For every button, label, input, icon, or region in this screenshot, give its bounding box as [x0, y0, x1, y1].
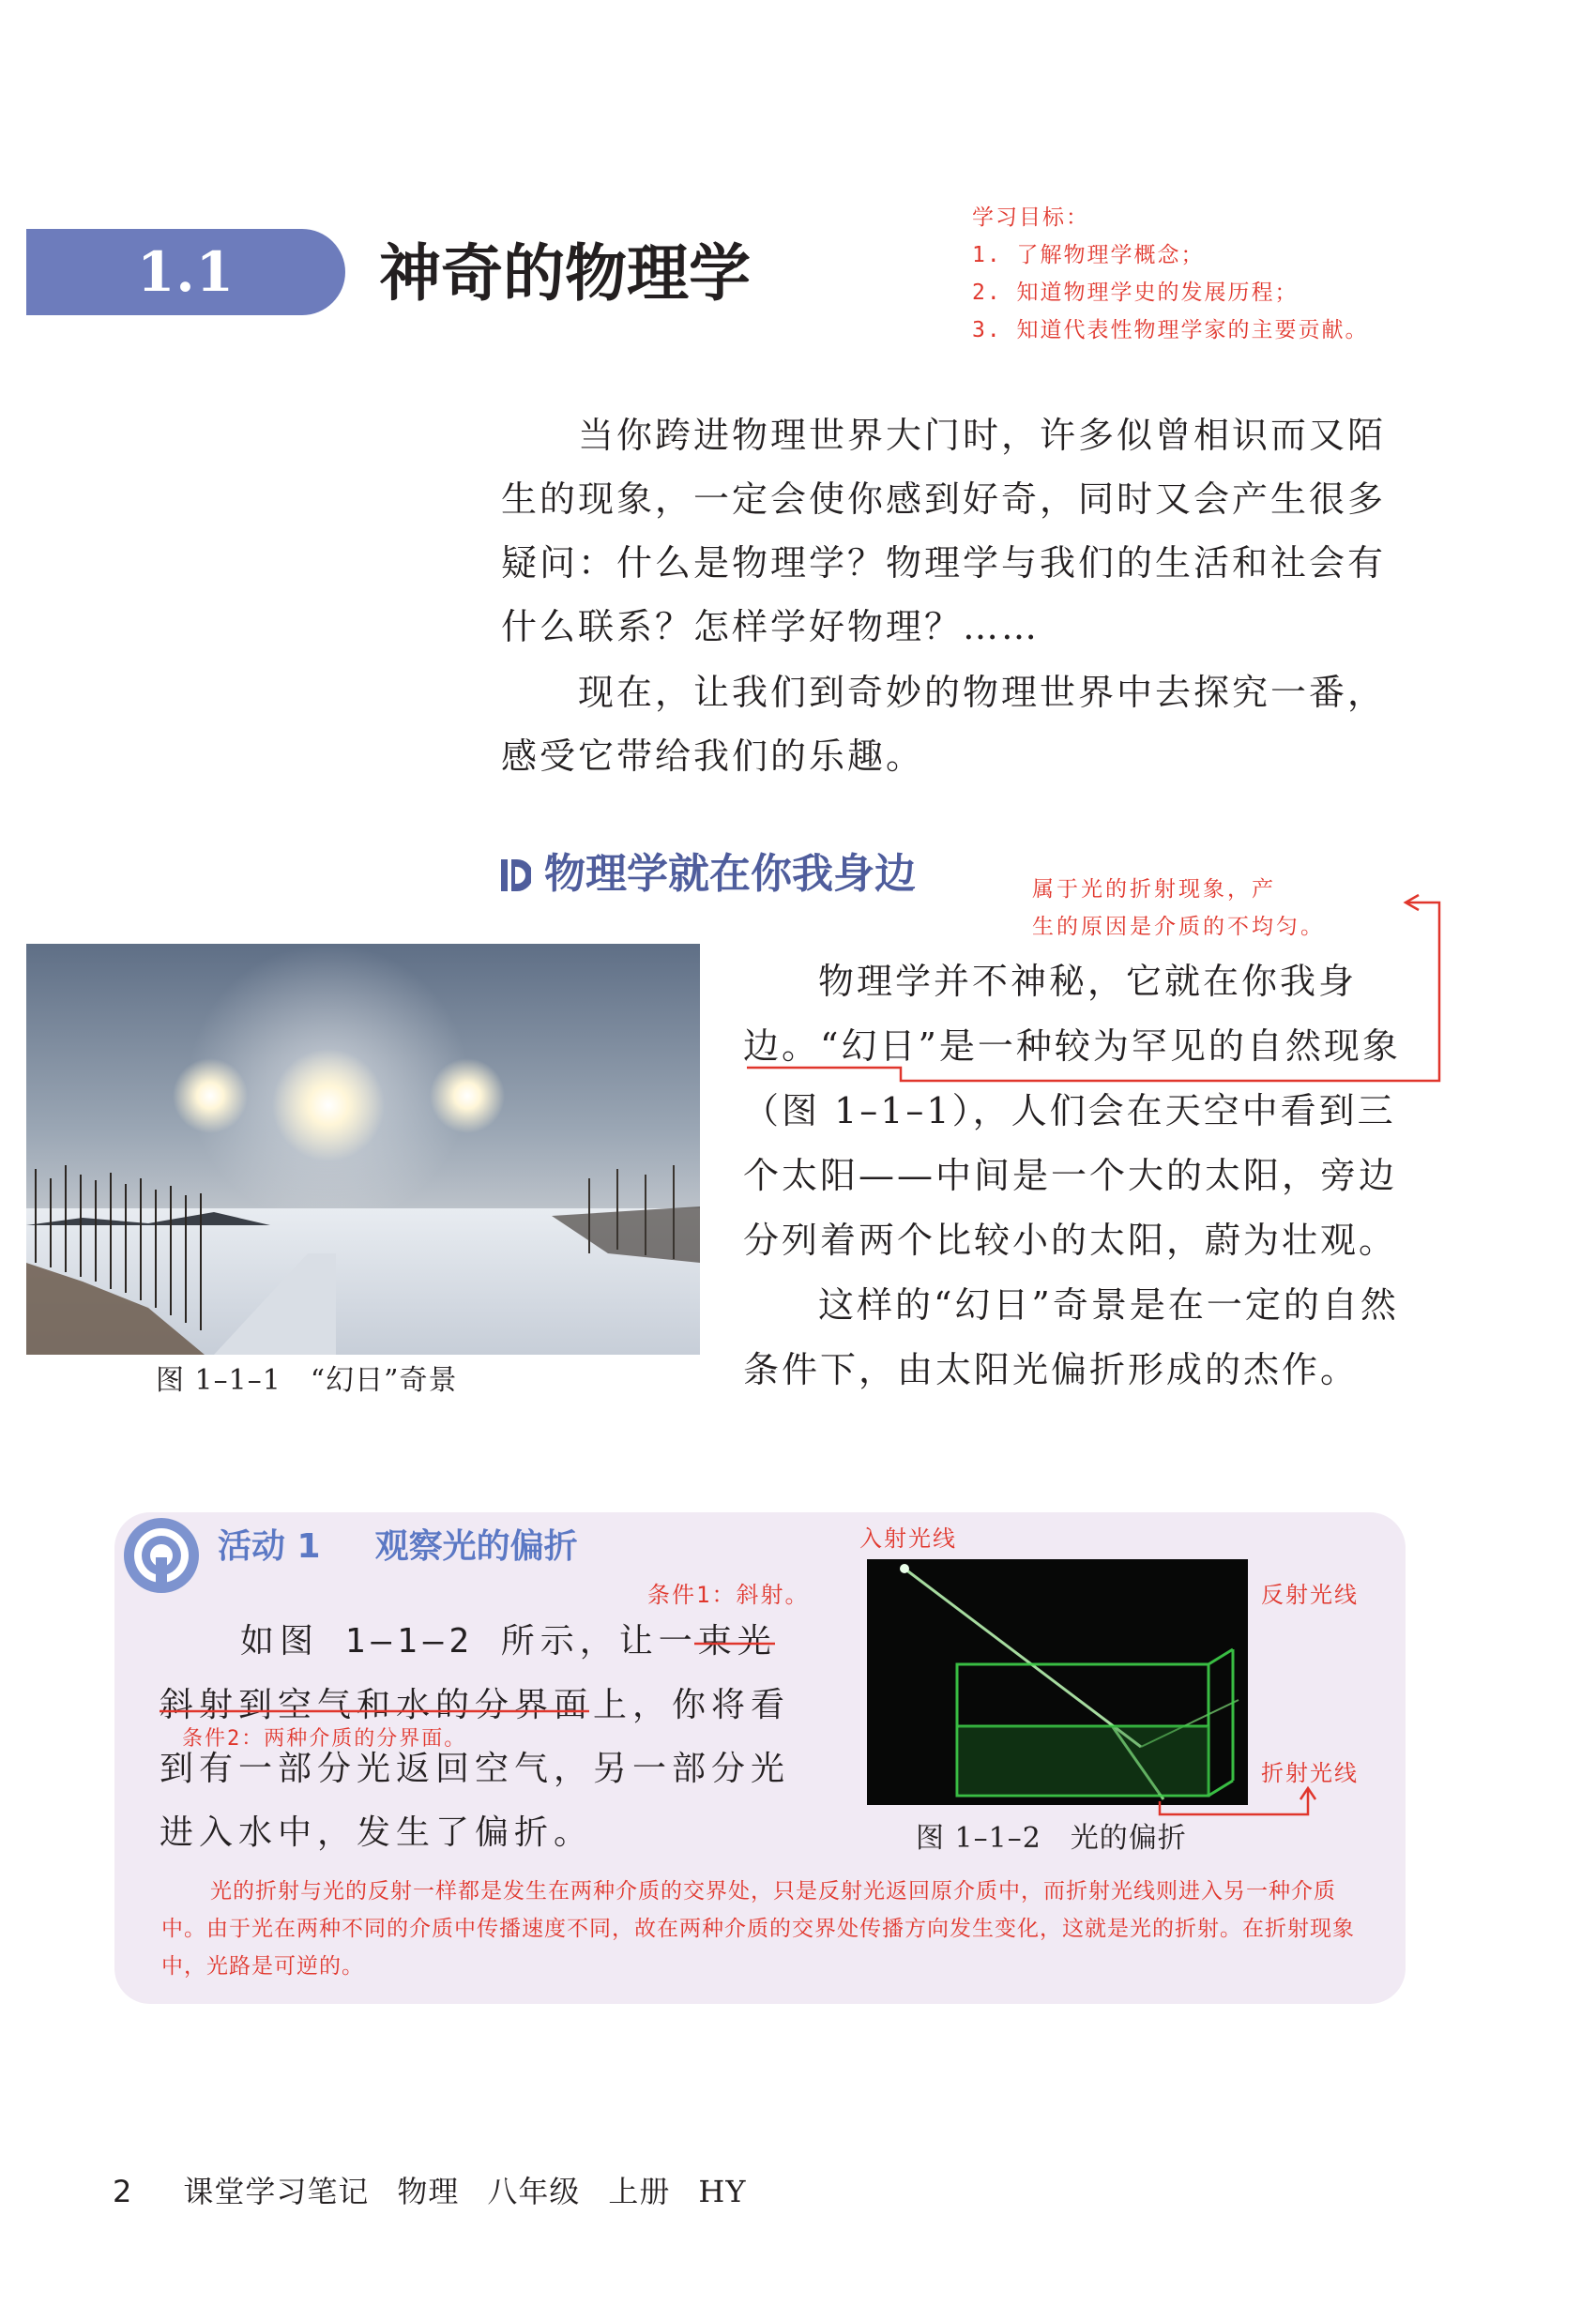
- refracted-ray-label: 折射光线: [1261, 1760, 1359, 1786]
- subsection-marker-icon: [501, 857, 531, 893]
- refraction-photo: [867, 1559, 1248, 1805]
- reflected-ray-label: 反射光线: [1261, 1582, 1359, 1608]
- subject: 物理: [397, 2174, 460, 2209]
- halo-text: 这样的“幻日”奇景是在一定的自然条件下，由太阳光偏折形成的杰作。: [743, 1284, 1399, 1390]
- grade: 八年级: [487, 2174, 581, 2209]
- page-title: 神奇的物理学: [379, 236, 751, 310]
- halo-sun-photo: [26, 944, 700, 1355]
- subsection-title: 物理学就在你我身边: [544, 850, 916, 898]
- learning-goals-heading: 学习目标：: [972, 205, 1089, 230]
- learning-goals-note: [972, 199, 1369, 349]
- halo-paragraph: [743, 949, 1417, 1403]
- arrow-icon: [1406, 895, 1419, 910]
- learning-goal-item: 1. 了解物理学概念；: [972, 243, 1205, 267]
- volume: 上册: [608, 2174, 671, 2209]
- learning-goal-item: 3. 知道代表性物理学家的主要贡献。: [972, 318, 1369, 342]
- refraction-explanation-note: 光的折射与光的反射一样都是发生在两种介质的交界处，只是反射光返回原介质中，而折射光线则进入另一种介质中。由于光在两种不同的介质中传播速度不同，故在两种介质的交界处传播方向发生变化，这就是光的折射。在折射现象中，光路是可逆的。: [161, 1879, 1355, 1979]
- learning-goal-item: 2. 知道物理学史的发展历程；: [972, 281, 1299, 305]
- activity-text: ，你将看到有一部分光返回空气，另一部分光进入水中，发生了偏折。: [160, 1686, 791, 1852]
- page-number: 2: [113, 2174, 133, 2209]
- halo-text: 是一种较为罕见的自然现象（图 1–1–1），人们会在天空中看到三个太阳——中间是一个大的太阳，旁边分列着两个比较小的太阳，蔚为壮观。: [743, 1025, 1401, 1261]
- halo-text: 物理学并不神秘，它就在你我身边。: [743, 961, 1358, 1067]
- activity-heading: [218, 1522, 578, 1572]
- halo-term: “幻日”: [820, 1025, 939, 1067]
- activity-highlight: 光斜射到空气和水的分界面上: [160, 1622, 777, 1724]
- book-title: 课堂学习笔记: [183, 2174, 370, 2209]
- edition: HY: [698, 2174, 747, 2209]
- condition-2-note: 条件2：两种介质的分界面。: [182, 1727, 467, 1751]
- figure-caption-1: 图 1–1–1 “幻日”奇景: [156, 1364, 458, 1397]
- activity-title: 观察光的偏折: [374, 1527, 578, 1566]
- section-number: 1.1: [137, 240, 235, 304]
- activity-icon: [122, 1516, 201, 1595]
- annotation-line: 生的原因是介质的不均匀。: [1032, 915, 1325, 939]
- incident-ray-label: 入射光线: [859, 1525, 957, 1552]
- refraction-annotation: [1032, 871, 1325, 946]
- condition-1-note: 条件1：斜射。: [647, 1582, 810, 1608]
- intro-paragraph-2: 现在，让我们到奇妙的物理世界中去探究一番，感受它带给我们的乐趣。: [501, 672, 1387, 777]
- intro-paragraph-1: 当你跨进物理世界大门时，许多似曾相识而又陌生的现象，一定会使你感到好奇，同时又会产生很多疑问：什么是物理学？物理学与我们的生活和社会有什么联系？怎样学好物理？……: [501, 415, 1387, 647]
- page-footer: [113, 2171, 774, 2212]
- activity-label: 活动 1: [218, 1527, 321, 1566]
- figure-caption-2: 图 1–1–2 光的偏折: [916, 1822, 1187, 1855]
- activity-text: 如图 1–1–2 所示，让一束: [240, 1622, 737, 1661]
- annotation-line: 属于光的折射现象，产: [1032, 877, 1276, 902]
